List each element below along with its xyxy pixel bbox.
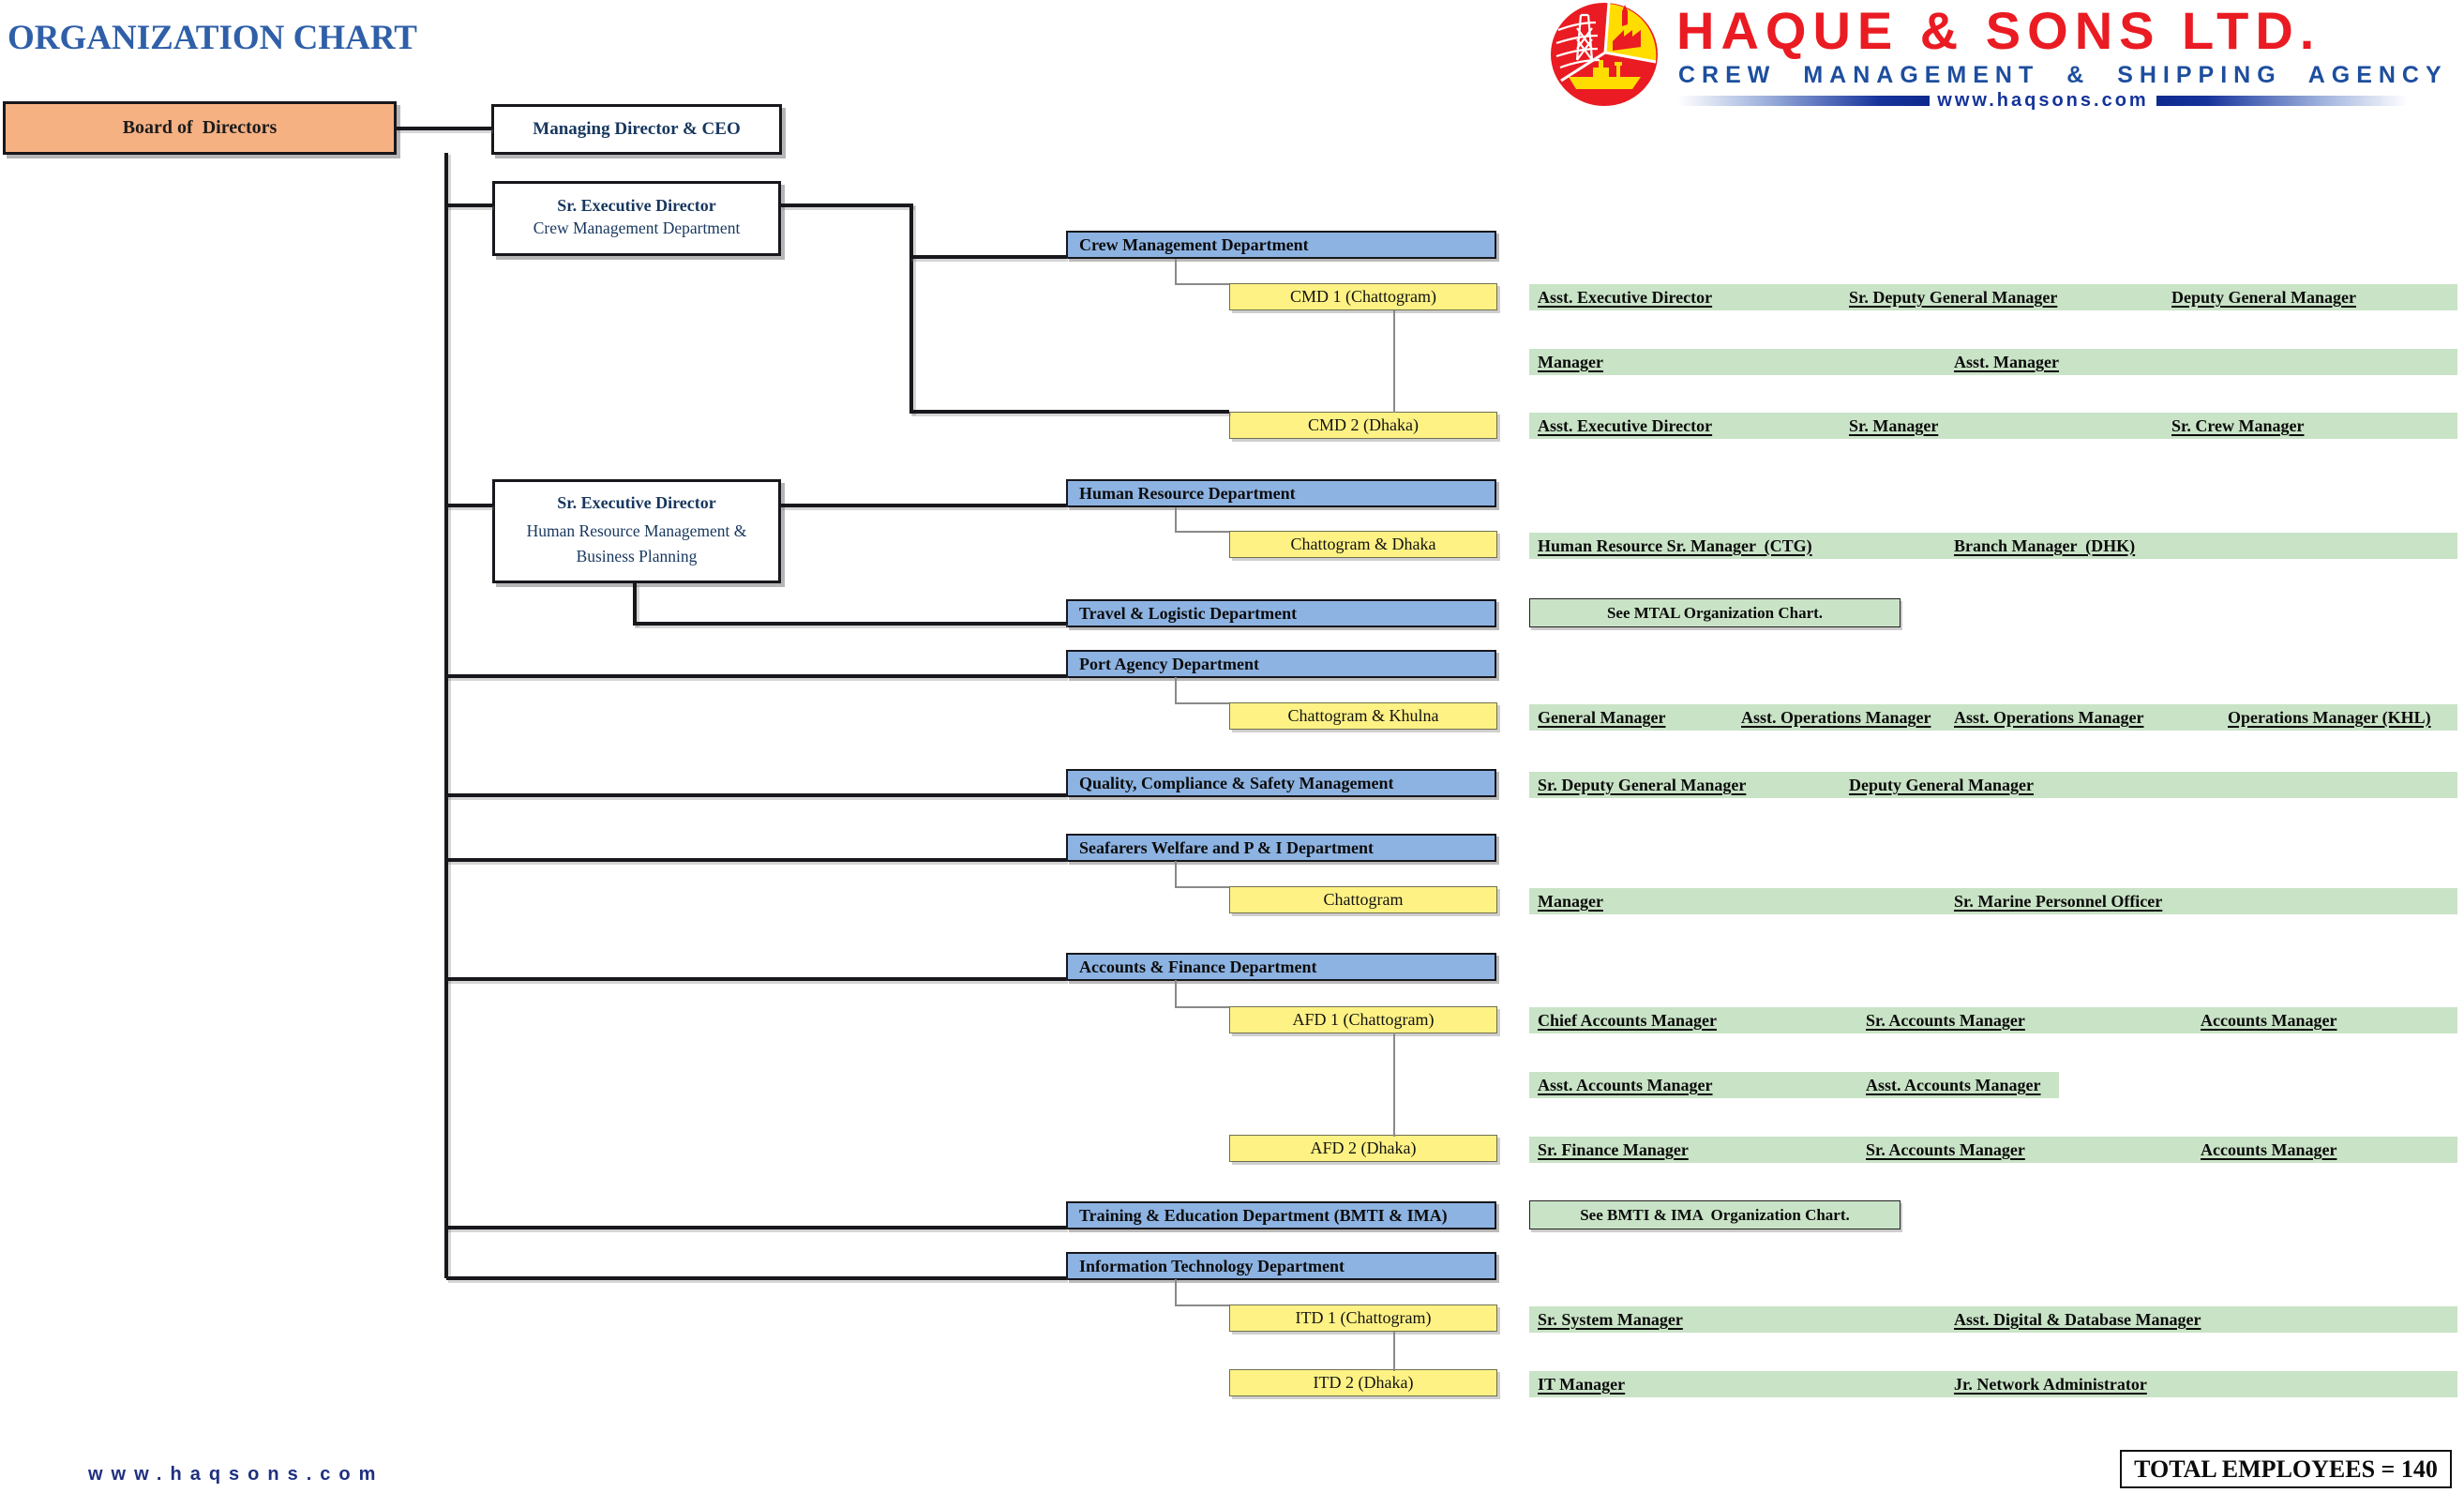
brand-website: www.haqsons.com [1937,90,2149,111]
staff-title: Asst. Manager [1954,353,2059,371]
connector-line [909,410,1229,414]
connector-line [446,858,1066,862]
dept-label: Quality, Compliance & Safety Management [1079,773,1394,792]
unit-label: ITD 2 (Dhaka) [1313,1373,1414,1392]
staff-title: General Manager [1538,708,1666,727]
staff-title: Asst. Executive Director [1538,416,1713,435]
staff-title: Sr. Accounts Manager [1866,1140,2025,1159]
unit-afd2 [1229,1135,1497,1162]
staff-title: Sr. Marine Personnel Officer [1954,892,2163,911]
connector-line [446,674,1066,678]
staff-title: Jr. Network Administrator [1954,1375,2147,1394]
staff-title: Branch Manager (DHK) [1954,536,2136,555]
staff-row-afd2 [1529,1137,2457,1163]
unit-label: Chattogram & Dhaka [1290,535,1436,553]
staff-title: Accounts Manager [2201,1011,2337,1030]
connector-line [1175,531,1229,533]
exec-title: Sr. Executive Director [557,492,716,512]
connector-line [446,504,492,507]
note-label: See MTAL Organization Chart. [1606,603,1824,622]
dept-port-agency [1066,650,1496,678]
connector-line [1393,1332,1395,1371]
staff-title: Sr. Accounts Manager [1866,1011,2025,1030]
unit-cmd1 [1229,283,1497,310]
unit-label: AFD 1 (Chattogram) [1292,1010,1435,1029]
dept-accounts-finance [1066,953,1496,981]
company-tagline: CREW MANAGEMENT & SHIPPING AGENCY [1678,62,2448,88]
staff-row-quality [1529,772,2457,798]
staff-title: Operations Manager (KHL) [2228,708,2431,727]
staff-title: Deputy General Manager [2171,288,2356,307]
staff-row-cmd1 [1529,284,2457,310]
staff-title: Manager [1538,892,1603,911]
staff-title: Asst. Digital & Database Manager [1954,1310,2201,1329]
staff-row-itd2 [1529,1371,2457,1397]
connector-line [909,255,1066,259]
connector-line [780,504,1066,507]
connector-line [1175,1304,1229,1306]
dept-label: Port Agency Department [1079,654,1259,673]
connector-line [446,977,1066,981]
sr-exec-director-hr-box [492,479,781,583]
dept-label: Seafarers Welfare and P & I Department [1079,837,1374,857]
connector-line [1175,702,1229,704]
dept-label: Training & Education Department (BMTI & IMA) [1079,1205,1448,1225]
staff-row-afd1b [1529,1072,2059,1098]
connector-line [780,204,913,207]
staff-title: Sr. Deputy General Manager [1538,776,1747,794]
dept-label: Accounts & Finance Department [1079,957,1317,976]
staff-title: Deputy General Manager [1849,776,2034,794]
note-label: See BMTI & IMA Organization Chart. [1580,1205,1850,1224]
staff-title: Sr. Manager [1849,416,1939,435]
unit-label: CMD 2 (Dhaka) [1308,415,1419,434]
gradient-bar-left [1678,96,1930,106]
dept-label: Travel & Logistic Department [1079,603,1298,623]
footer-website: www.haqsons.com [88,1464,384,1485]
note-mtal-chart [1529,598,1901,627]
staff-row-hr [1529,533,2457,559]
staff-title: Manager [1538,353,1603,371]
dept-quality-compliance [1066,769,1496,797]
exec-subtitle: Human Resource Management & [526,520,747,540]
connector-line [444,153,448,1278]
ceo-label: Managing Director & CEO [533,119,741,139]
staff-title: Human Resource Sr. Manager (CTG) [1538,536,1812,555]
exec-subtitle: Business Planning [576,547,698,566]
dept-crew-management [1066,231,1496,259]
staff-title: Asst. Accounts Manager [1538,1076,1713,1094]
connector-line [1175,283,1229,285]
staff-title: Sr. Deputy General Manager [1849,288,2058,307]
connector-line [446,1226,1066,1229]
board-of-directors-box [3,101,397,155]
managing-director-box [491,104,782,155]
board-label: Board of Directors [122,117,278,138]
connector-line [1175,507,1177,533]
note-bmti-ima-chart [1529,1200,1901,1229]
brand-website-row [1678,90,2408,112]
unit-label: Chattogram & Khulna [1287,706,1439,725]
staff-row-afd1 [1529,1007,2457,1033]
connector-line [1175,1279,1177,1306]
connector-line [633,583,637,626]
unit-label: ITD 1 (Chattogram) [1295,1308,1432,1327]
connector-line [446,204,492,207]
staff-title: Sr. Crew Manager [2171,416,2305,435]
unit-label: CMD 1 (Chattogram) [1290,287,1436,306]
company-name: HAQUE & SONS LTD. [1676,1,2321,60]
unit-label: Chattogram [1323,890,1404,909]
staff-title: Asst. Executive Director [1538,288,1713,307]
unit-seafarers-ctg [1229,886,1497,913]
dept-human-resource [1066,479,1496,507]
unit-label: AFD 2 (Dhaka) [1310,1139,1417,1157]
dept-label: Crew Management Department [1079,234,1309,254]
connector-line [1175,1006,1229,1008]
connector-line [1175,677,1177,704]
staff-row-cmd2 [1529,413,2457,439]
connector-line [396,127,491,130]
dept-training-education [1066,1201,1496,1229]
staff-title: Asst. Operations Manager [1741,708,1931,727]
company-logo-icon [1549,2,1660,107]
brand-header [1549,2,2458,113]
unit-itd1 [1229,1304,1497,1332]
exec-subtitle: Crew Management Department [533,218,741,237]
staff-title: Chief Accounts Manager [1538,1011,1717,1030]
staff-title: Sr. Finance Manager [1538,1140,1689,1159]
connector-line [909,204,913,414]
connector-line [446,793,1066,797]
staff-row-cmd1b [1529,349,2457,375]
exec-title: Sr. Executive Director [557,195,716,215]
dept-information-technology [1066,1252,1496,1280]
staff-title: Accounts Manager [2201,1140,2337,1159]
dept-travel-logistic [1066,599,1496,627]
staff-title: IT Manager [1538,1375,1626,1394]
connector-line [1175,861,1177,888]
unit-afd1 [1229,1006,1497,1033]
staff-row-itd1 [1529,1306,2457,1333]
staff-title: Sr. System Manager [1538,1310,1683,1329]
total-employees-label: TOTAL EMPLOYEES = 140 [2134,1455,2438,1483]
connector-line [1175,259,1177,285]
dept-label: Human Resource Department [1079,483,1296,503]
staff-row-seafarers [1529,888,2457,914]
dept-label: Information Technology Department [1079,1256,1345,1275]
unit-port-ctg-khl [1229,702,1497,730]
connector-line [1393,310,1395,413]
gradient-bar-right [2156,96,2408,106]
connector-line [1175,886,1229,888]
page-title: ORGANIZATION CHART [8,19,417,57]
connector-line [633,622,1066,626]
dept-seafarers-welfare [1066,834,1496,862]
connector-line [1393,1033,1395,1137]
connector-line [1175,980,1177,1008]
staff-title: Asst. Operations Manager [1954,708,2144,727]
unit-cmd2 [1229,412,1497,439]
unit-itd2 [1229,1369,1497,1396]
staff-title: Asst. Accounts Manager [1866,1076,2041,1094]
unit-hr-ctg-dhk [1229,531,1497,558]
total-employees-box [2120,1450,2452,1488]
staff-row-port [1529,704,2457,731]
connector-line [446,1276,1066,1280]
sr-exec-director-cmd-box [492,181,781,256]
